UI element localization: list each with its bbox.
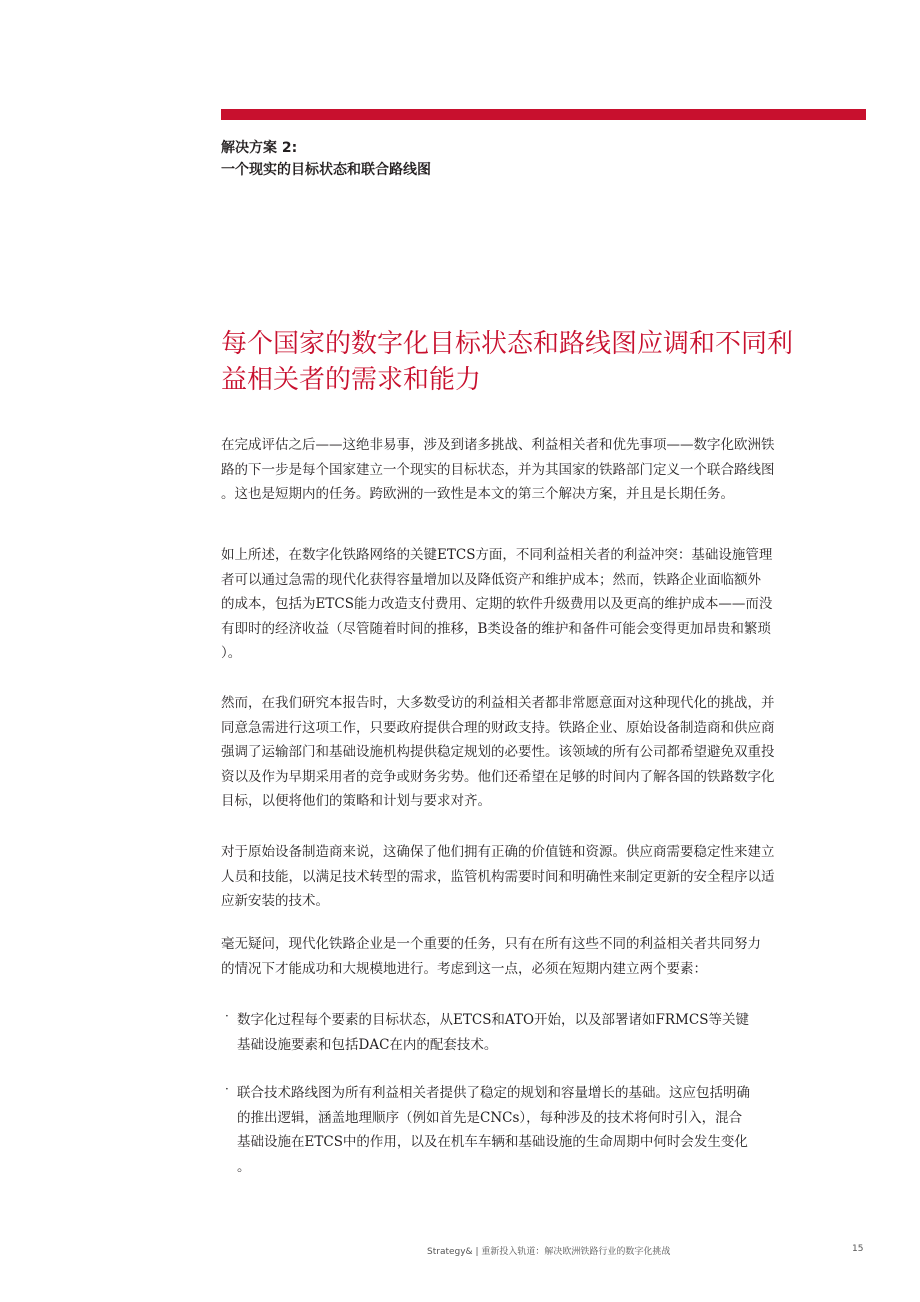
paragraph-line: 然而，在我们研究本报告时，大多数受访的利益相关者都非常愿意面对这种现代化的挑战，并 — [221, 695, 775, 711]
paragraph-line: 者可以通过急需的现代化获得容量增加以及降低资产和维护成本；然而，铁路企业面临额外 — [221, 571, 761, 588]
bullet-line: 数字化过程每个要素的目标状态，从ETCS和ATO开始，以及部署诸如FRMCS等关键 — [237, 1012, 749, 1028]
bullet-line: 基础设施在ETCS中的作用，以及在机车车辆和基础设施的生命周期中何时会发生变化 — [237, 1134, 748, 1150]
section-label-line2: 一个现实的目标状态和联合路线图 — [221, 162, 431, 178]
paragraph-5 — [221, 932, 861, 981]
paragraph-3 — [221, 691, 861, 814]
paragraph-1 — [221, 433, 861, 507]
accent-bar — [221, 109, 866, 120]
section-label — [221, 137, 841, 181]
paragraph-line: 应新安装的技术。 — [221, 893, 329, 909]
headline-line1: 每个国家的数字化目标状态和路线图应调和不同利 — [221, 329, 794, 359]
paragraph-line: 人员和技能，以满足技术转型的需求，监管机构需要时间和明确性来制定更新的安全程序以适 — [221, 868, 775, 885]
paragraph-line: 资以及作为早期采用者的竞争或财务劣势。他们还希望在足够的时间内了解各国的铁路数字化 — [221, 768, 775, 785]
paragraph-line: 同意急需进行这项工作，只要政府提供合理的财政支持。铁路企业、原始设备制造商和供应商 — [221, 719, 775, 736]
paragraph-line: 毫无疑问，现代化铁路企业是一个重要的任务，只有在所有这些不同的利益相关者共同努力 — [221, 936, 761, 952]
headline-line2: 益相关者的需求和能力 — [221, 365, 482, 395]
paragraph-4 — [221, 840, 861, 914]
bullet-line: 的推出逻辑，涵盖地理顺序（例如首先是CNCs），每种涉及的技术将何时引入，混合 — [237, 1109, 743, 1126]
paragraph-line: 如上所述，在数字化铁路网络的关键ETCS方面，不同利益相关者的利益冲突：基础设施管理 — [221, 547, 773, 563]
paragraph-line: 强调了运输部门和基础设施机构提供稳定规划的必要性。该领域的所有公司都希望避免双重投 — [221, 744, 775, 760]
paragraph-line: 有即时的经济收益（尽管随着时间的推移，B类设备的维护和备件可能会变得更加昂贵和繁琐 — [221, 620, 771, 637]
paragraph-2 — [221, 543, 861, 666]
paragraph-line: 。这也是短期内的任务。跨欧洲的一致性是本文的第三个解决方案，并且是长期任务。 — [221, 486, 734, 502]
paragraph-line: ）。 — [221, 645, 242, 661]
bullet-line: 联合技术路线图为所有利益相关者提供了稳定的规划和容量增长的基础。这应包括明确 — [237, 1085, 750, 1101]
paragraph-line: 目标，以便将他们的策略和计划与要求对齐。 — [221, 793, 491, 809]
headline — [221, 326, 851, 398]
bullet-marker: · — [225, 1009, 229, 1023]
bullet-line: 。 — [237, 1158, 251, 1175]
paragraph-line: 的情况下才能成功和大规模地进行。考虑到这一点，必须在短期内建立两个要素： — [221, 960, 707, 977]
bullet-line: 基础设施要素和包括DAC在内的配套技术。 — [237, 1036, 498, 1053]
paragraph-line: 在完成评估之后——这绝非易事，涉及到诸多挑战、利益相关者和优先事项——数字化欧洲铁 — [221, 437, 775, 453]
section-label-line1: 解决方案 2: — [221, 140, 298, 156]
page-number: 15 — [852, 1244, 864, 1254]
paragraph-line: 对于原始设备制造商来说，这确保了他们拥有正确的价值链和资源。供应商需要稳定性来建立 — [221, 844, 775, 860]
bullet-marker: · — [225, 1082, 229, 1096]
paragraph-line: 路的下一步是每个国家建立一个现实的目标状态，并为其国家的铁路部门定义一个联合路线图 — [221, 461, 775, 478]
paragraph-line: 的成本，包括为ETCS能力改造支付费用、定期的软件升级费用以及更高的维护成本——而没 — [221, 596, 773, 612]
footer-text: Strategy& | 重新投入轨道：解决欧洲铁路行业的数字化挑战 — [427, 1247, 671, 1257]
